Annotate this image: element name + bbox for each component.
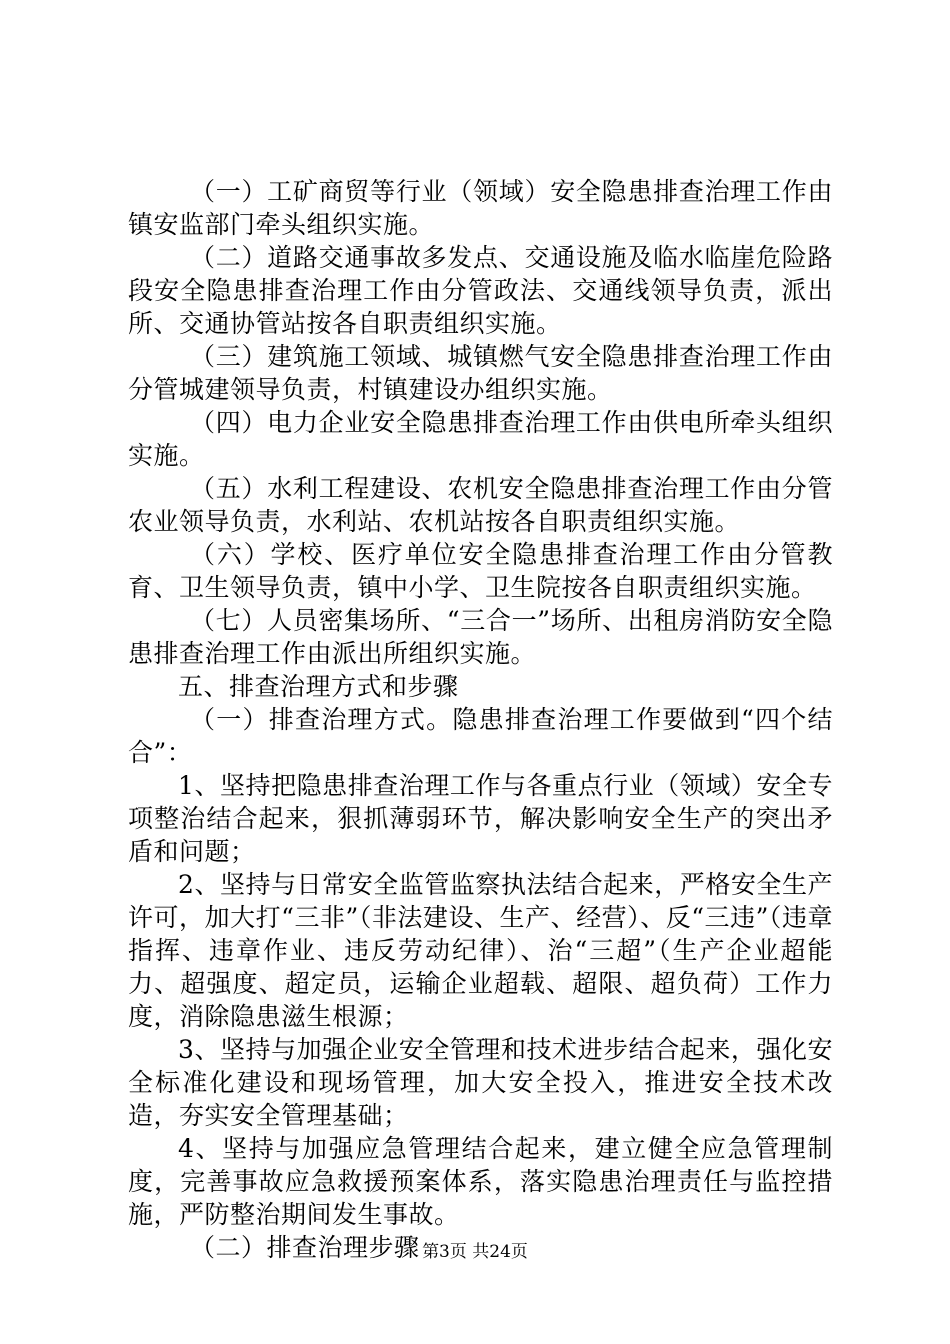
page-footer: [0, 1241, 950, 1263]
subheading-steps: （二）排查治理步骤: [190, 1233, 420, 1262]
paragraph-responsibility-6: （六）学校、医疗单位安全隐患排查治理工作由分管教育、卫生领导负责，镇中小学、卫生院按各自职责组织实施。: [128, 540, 833, 602]
document-body: [128, 175, 833, 1264]
page-number: 第3页 共24页: [422, 1242, 528, 1262]
paragraph-responsibility-3: （三）建筑施工领域、城镇燃气安全隐患排查治理工作由分管城建领导负责，村镇建设办组织实施。: [128, 342, 833, 404]
paragraph-responsibility-4: （四）电力企业安全隐患排查治理工作由供电所牵头组织实施。: [128, 408, 833, 470]
paragraph-responsibility-1: （一）工矿商贸等行业（领域）安全隐患排查治理工作由镇安监部门牵头组织实施。: [128, 177, 833, 239]
list-item-3: 3、坚持与加强企业安全管理和技术进步结合起来，强化安全标准化建设和现场管理，加大安全投入，推进安全技术改造，夯实安全管理基础；: [128, 1035, 833, 1130]
section-heading-5: 五、排查治理方式和步骤: [178, 672, 459, 701]
list-item-4: 4、坚持与加强应急管理结合起来，建立健全应急管理制度，完善事故应急救援预案体系，落实隐患治理责任与监控措施，严防整治期间发生事故。: [128, 1134, 833, 1229]
paragraph-responsibility-5: （五）水利工程建设、农机安全隐患排查治理工作由分管农业领导负责，水利站、农机站按各自职责组织实施。: [128, 474, 833, 536]
list-item-2: 2、坚持与日常安全监管监察执法结合起来，严格安全生产许可，加大打“三非”（非法建设、生产、经营）、反“三违”（违章指挥、违章作业、违反劳动纪律）、治“三超”（生产企业超能力、超强度、超定员，运输企业超载、超限、超负荷）工作力度，消除隐患滋生根源；: [128, 870, 833, 1031]
paragraph-method: （一）排查治理方式。隐患排查治理工作要做到“四个结合”：: [128, 705, 833, 767]
paragraph-responsibility-7: （七）人员密集场所、“三合一”场所、出租房消防安全隐患排查治理工作由派出所组织实施。: [128, 606, 833, 668]
paragraph-responsibility-2: （二）道路交通事故多发点、交通设施及临水临崖危险路段安全隐患排查治理工作由分管政法、交通线领导负责，派出所、交通协管站按各自职责组织实施。: [128, 243, 833, 338]
list-item-1: 1、坚持把隐患排查治理工作与各重点行业（领域）安全专项整治结合起来，狠抓薄弱环节，解决影响安全生产的突出矛盾和问题；: [128, 771, 833, 866]
